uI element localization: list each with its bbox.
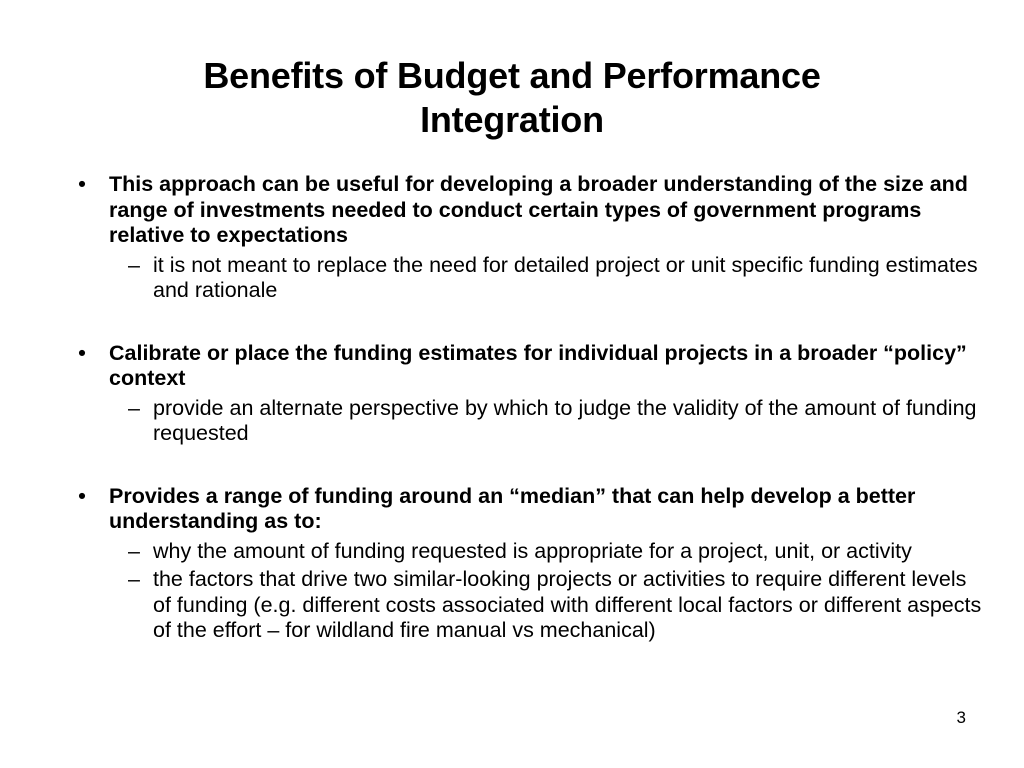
page-number: 3: [956, 708, 966, 727]
bullet-marker: •: [78, 172, 86, 196]
bullet-text: Provides a range of funding around an “median” that can help develop a better understanding as to:: [109, 483, 916, 533]
slide-body: [72, 172, 982, 644]
bullet-marker: •: [78, 483, 86, 508]
sub-bullet-marker: –: [128, 567, 140, 591]
sub-bullet-item-3-2: [72, 567, 982, 644]
sub-bullet-item-3-1: [72, 539, 982, 565]
sub-bullet-text: provide an alternate perspective by which to judge the validity of the amount of funding requested: [153, 395, 977, 445]
slide-title: [90, 54, 934, 142]
sub-bullet-item-2-1: [72, 396, 982, 447]
sub-bullet-text: it is not meant to replace the need for detailed project or unit specific funding estimates and rationale: [153, 252, 978, 302]
sub-bullet-text: why the amount of funding requested is appropriate for a project, unit, or activity: [153, 538, 912, 563]
slide-title-line-1: Benefits of Budget and Performance: [203, 55, 821, 96]
bullet-item-3: [72, 484, 982, 535]
sub-bullet-item-1-1: [72, 253, 982, 304]
sub-bullet-marker: –: [128, 538, 140, 563]
bullet-marker: •: [78, 340, 86, 365]
sub-bullet-marker: –: [128, 252, 140, 277]
sub-bullet-marker: –: [128, 395, 140, 420]
bullet-item-1: [72, 172, 982, 249]
slide-title-line-2: Integration: [420, 99, 604, 140]
bullet-item-2: [72, 341, 982, 392]
sub-bullet-text: the factors that drive two similar-looking projects or activities to require different levels of funding (e.g. different costs associated with different local factors or different aspects of the effort – for wildland fire manual vs mechanical): [153, 567, 982, 642]
bullet-text: This approach can be useful for developing a broader understanding of the size and range of investments needed to conduct certain types of government programs relative to expectations: [109, 172, 968, 247]
bullet-text: Calibrate or place the funding estimates for individual projects in a broader “policy” context: [109, 340, 967, 390]
